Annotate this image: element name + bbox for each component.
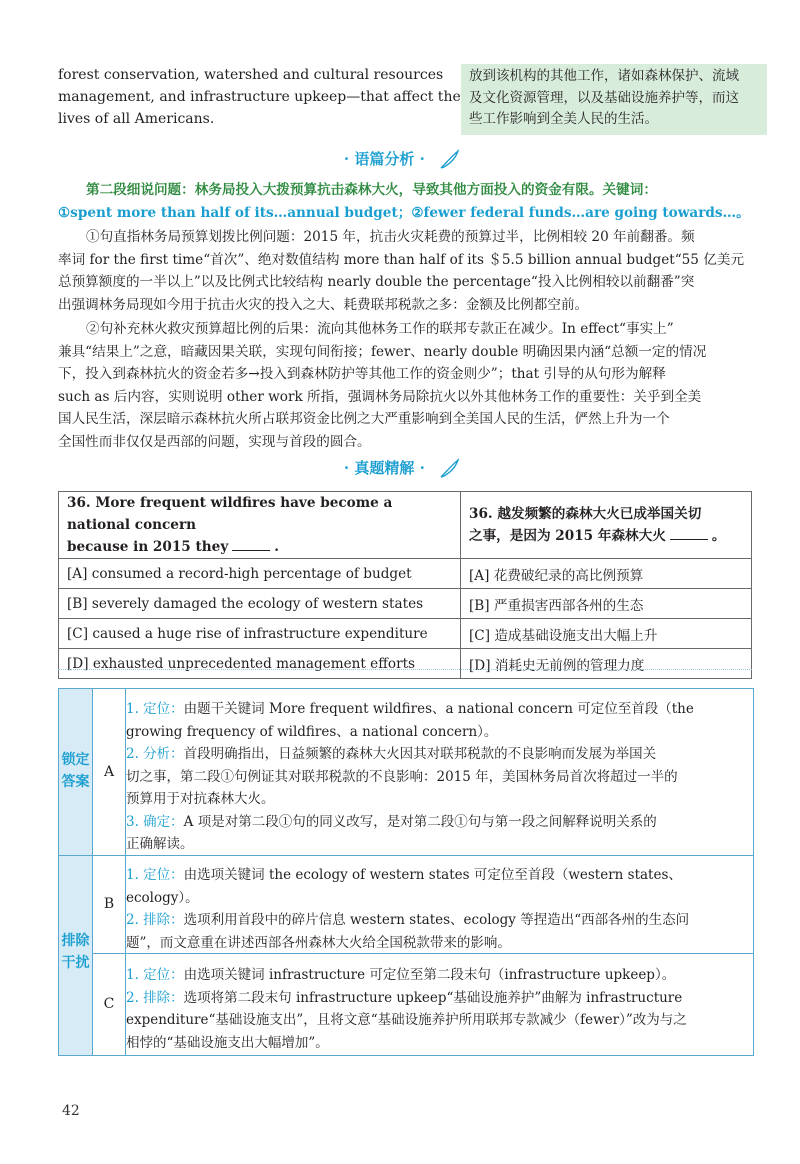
section-title-text: 真题精解 xyxy=(354,459,415,477)
question-stem-en: 36. More frequent wildfires have become a national concern because in 2015 they . xyxy=(59,492,461,559)
option-letter: B xyxy=(93,856,126,953)
dotted-divider xyxy=(58,669,752,670)
translation-box xyxy=(461,64,767,135)
analysis-text: ecology）。 xyxy=(126,889,199,906)
step-tag: 1. 定位： xyxy=(126,967,184,983)
analysis-text: 由选项关键词 the ecology of western states 可定位至首段（western states、 xyxy=(183,867,682,883)
analysis-text: 题”，而文意重在讲述西部各州森林大火给全国税款带来的影响。 xyxy=(126,934,511,951)
analysis-text: 相悖的“基础设施支出大幅增加”。 xyxy=(126,1034,329,1051)
step-tag: 3. 确定： xyxy=(126,813,184,830)
stem-text: 36. More frequent wildfires have become a national concern xyxy=(67,495,393,533)
analysis-line: ②句补充林火救灾预算超比例的后果：流向其他林务工作的联邦专款正在减少。In effect“事实上” xyxy=(86,321,674,337)
analysis-line: 国人民生活，深层暗示森林抗火所占联邦资金比例之大严重影响到全美国人民的生活，俨然上升为一个 xyxy=(58,411,670,427)
analysis-line: 全国性而非仅仅是西部的问题，实现与首段的圆合。 xyxy=(58,433,371,450)
option-b-analysis xyxy=(126,864,746,954)
passage-line: management, and infrastructure upkeep—that affect the xyxy=(58,89,461,105)
analysis-text: 切之事，第二段①句例证其对联邦税款的不良影响：2015 年，美国林务局首次将超过一半的 xyxy=(126,768,678,785)
section-title-analysis: · 语篇分析 · xyxy=(0,148,800,171)
analysis-text: expenditure“基础设施支出”，且将文意“基础设施养护所用联邦专款减少（fewer）”改为与之 xyxy=(126,1012,687,1028)
option-row xyxy=(59,589,752,619)
passage-line: forest conservation, watershed and cultural resources xyxy=(58,67,444,83)
analysis-text: growing frequency of wildfires、a national concern）。 xyxy=(126,723,498,740)
analysis-line: ①句直指林务局预算划拨比例问题：2015 年，抗击火灾耗费的预算过半，比例相较 20 年前翻番。频 xyxy=(86,229,695,245)
label-text: 干扰 xyxy=(61,955,90,971)
lock-answer-label xyxy=(59,689,93,855)
option-en: [A] consumed a record-high percentage of budget xyxy=(59,559,461,589)
option-row xyxy=(59,649,752,679)
analysis-paragraph-1 xyxy=(58,226,748,316)
passage-line: lives of all Americans. xyxy=(58,111,215,127)
analysis-text: 预算用于对抗森林大火。 xyxy=(126,791,275,807)
analysis-text: 选项利用首段中的碎片信息 western states、ecology 等捏造出“西部各州的生态问 xyxy=(183,912,690,928)
analysis-text: 由选项关键词 infrastructure 可定位至第二段末句（infrastructure upkeep）。 xyxy=(183,967,676,983)
analysis-line: such as 后内容，实则说明 other work 所指，强调林务局除抗火以外其他林务工作的重要性：关乎到全美 xyxy=(58,388,702,405)
analysis-summary xyxy=(58,179,748,224)
question-stem-zh: 36. 越发频繁的森林大火已成举国关切 之事，是因为 2015 年森林大火 。 xyxy=(461,492,752,559)
option-en: [C] caused a huge rise of infrastructure expenditure xyxy=(59,619,461,649)
label-text: 答案 xyxy=(61,774,90,790)
exclude-label xyxy=(59,856,93,1055)
option-c-analysis xyxy=(126,964,746,1054)
step-tag: 1. 定位： xyxy=(126,867,184,883)
label-text: 锁定 xyxy=(61,752,90,768)
stem-text: 36. 越发频繁的森林大火已成举国关切 xyxy=(469,506,702,522)
analysis-text: 首段明确指出，日益频繁的森林大火因其对联邦税款的不良影响而发展为举国关 xyxy=(183,746,657,762)
quill-icon xyxy=(438,149,460,171)
option-zh: [B] 严重损害西部各州的生态 xyxy=(461,589,752,619)
option-en: [D] exhausted unprecedented management efforts xyxy=(59,649,461,679)
option-letter: A xyxy=(93,689,126,855)
option-zh: [A] 花费破纪录的高比例预算 xyxy=(461,559,752,589)
label-text: 排除 xyxy=(61,933,90,949)
analysis-text: 正确解读。 xyxy=(126,836,194,852)
analysis-text: 由题干关键词 More frequent wildfires、a national concern 可定位至首段（the xyxy=(183,701,694,717)
option-zh: [C] 造成基础设施支出大幅上升 xyxy=(461,619,752,649)
analysis-text: 选项将第二段末句 infrastructure upkeep“基础设施养护”曲解为 infrastructure xyxy=(183,989,683,1006)
option-letter: C xyxy=(93,954,126,1055)
analysis-text: A 项是对第二段①句的同义改写，是对第二段①句与第一段之间解释说明关系的 xyxy=(183,813,657,830)
answer-blank xyxy=(670,527,708,540)
option-row xyxy=(59,559,752,589)
step-tag: 2. 排除： xyxy=(126,912,184,928)
step-tag: 2. 排除： xyxy=(126,989,184,1006)
section-title-text: 语篇分析 xyxy=(354,150,415,168)
step-tag: 2. 分析： xyxy=(126,746,184,762)
stem-text: 之事，是因为 2015 年森林大火 xyxy=(469,528,666,544)
option-en: [B] severely damaged the ecology of western states xyxy=(59,589,461,619)
question-stem-row xyxy=(59,492,752,559)
answer-blank xyxy=(232,538,270,551)
option-a-analysis xyxy=(126,698,746,856)
section-title-questions: · 真题精解 · xyxy=(0,457,800,480)
option-row xyxy=(59,619,752,649)
translation-line: 及文化资源管理，以及基础设施养护等，而这 xyxy=(469,89,739,106)
translation-line: 放到该机构的其他工作，诸如森林保护、流域 xyxy=(469,68,739,84)
analysis-line: 兼具“结果上”之意，暗藏因果关联，实现句间衔接；fewer、nearly double 明确因果内涵“总额一定的情况 xyxy=(58,343,707,360)
option-zh: [D] 消耗史无前例的管理力度 xyxy=(461,649,752,679)
summary-keywords: ①spent more than half of its…annual budget；②fewer federal funds…are going towards…。 xyxy=(58,204,750,221)
english-passage xyxy=(58,64,461,130)
answer-analysis-table xyxy=(58,688,754,1056)
stem-text: because in 2015 they xyxy=(67,539,229,555)
analysis-line: 总预算额度的一半以上”以及比例式比较结构 nearly double the percentage“投入比例相较以前翻番”突 xyxy=(58,274,695,290)
summary-line: 第二段细说问题：林务局投入大拨预算抗击森林大火，导致其他方面投入的资金有限。关键词： xyxy=(86,182,657,198)
step-tag: 1. 定位： xyxy=(126,701,184,717)
question-table xyxy=(58,491,752,679)
analysis-line: 出强调林务局现如今用于抗击火灾的投入之大、耗费联邦税款之多：金额及比例都空前。 xyxy=(58,296,589,313)
analysis-line: 下，投入到森林抗火的资金若多→投入到森林防护等其他工作的资金则少”；that 引导的从句形为解释 xyxy=(58,366,666,382)
analysis-paragraph-2 xyxy=(58,318,748,453)
page-number: 42 xyxy=(62,1103,80,1119)
translation-line: 些工作影响到全美人民的生活。 xyxy=(469,111,658,127)
analysis-line: 率词 for the first time“首次”、绝对数值结构 more than half of its ＄5.5 billion annual budget“55 亿美元 xyxy=(58,251,745,268)
quill-icon xyxy=(438,458,460,480)
